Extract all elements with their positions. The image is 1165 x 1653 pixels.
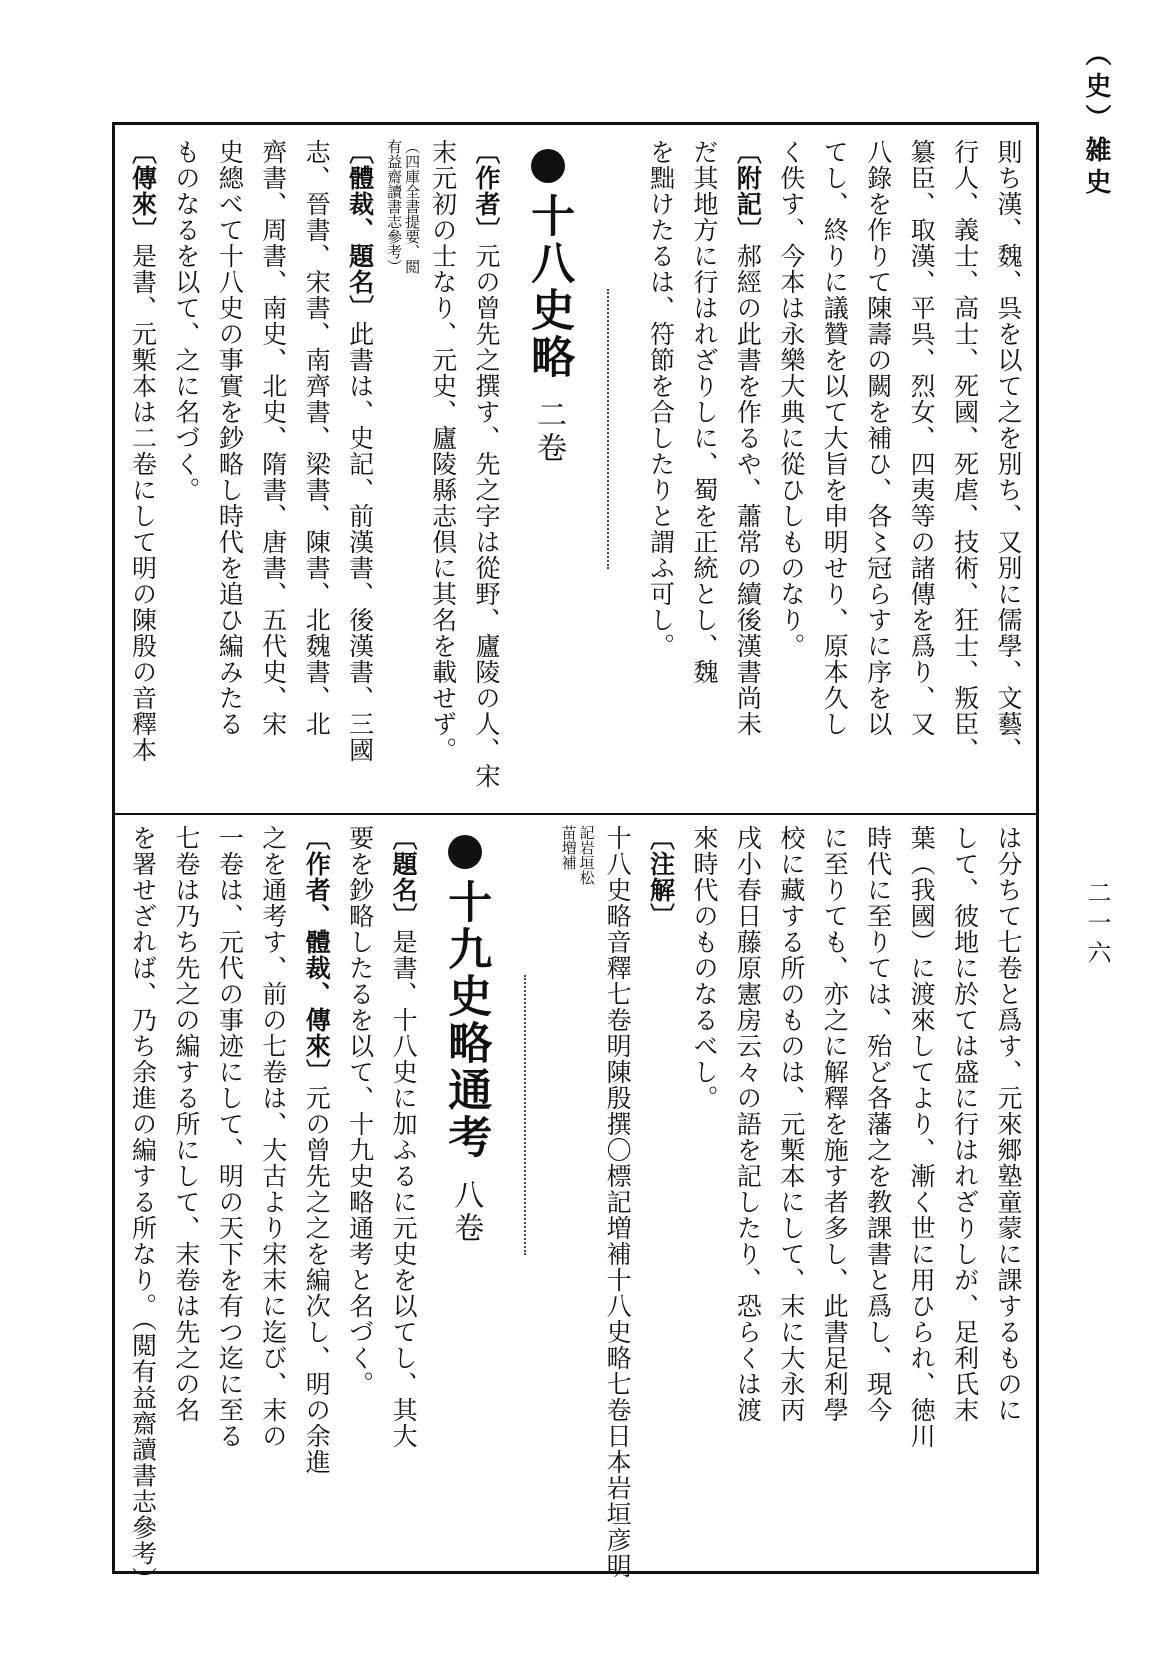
section-label: 〔體裁、題名〕 xyxy=(345,139,375,321)
text-column xyxy=(164,139,207,503)
text-column xyxy=(900,825,943,1449)
text-column xyxy=(856,139,899,737)
bullet-icon xyxy=(531,149,565,183)
text-line: 要を鈔略したるを以て、十九史略通考と名づく。 xyxy=(345,825,375,1397)
text-column xyxy=(987,139,1030,763)
bottom-half xyxy=(121,825,1030,1593)
text-line: 時代に至りては、殆ど各藩之を教課書と爲し、現今 xyxy=(863,825,893,1423)
text-line: 則ち漢、魏、呉を以て之を別ち、又別に儒學、文藝、 xyxy=(994,139,1023,763)
annotation xyxy=(556,825,595,885)
section-label: 〔傳來〕 xyxy=(128,139,158,243)
text-column xyxy=(726,139,769,737)
text-line: 志、晉書、宋書、南齊書、梁書、陳書、北魏書、北 xyxy=(302,139,332,737)
annotation xyxy=(382,139,421,274)
text-column xyxy=(338,825,381,1397)
annotation-line: 記岩垣松 xyxy=(577,825,596,885)
text-line: は分ちて七卷と爲す、元來郷塾童蒙に課するものに xyxy=(994,825,1023,1423)
section-label: 〔作者〕 xyxy=(472,139,502,243)
horizontal-rule xyxy=(115,813,1036,815)
text-column xyxy=(295,825,338,1475)
text-line: 此書は、史記、前漢書、後漢書、三國 xyxy=(345,321,375,763)
text-line: を署せざれば、乃ち余進の編する所なり。（閲有益齋讀書志參考） xyxy=(128,825,158,1593)
text-column xyxy=(251,139,294,737)
text-line: に至りても、亦之に解釋を施す者多し、此書足利學 xyxy=(820,825,850,1423)
text-column xyxy=(208,139,251,737)
text-line: 是書、十八史に加ふるに元史を以てし、其大 xyxy=(389,929,419,1449)
text-column xyxy=(251,825,294,1449)
text-column xyxy=(726,825,769,1423)
text-column xyxy=(121,139,164,763)
text-line: 葉（我國）に渡來してより、漸く世に用ひられ、徳川 xyxy=(907,825,937,1449)
entry-title xyxy=(516,139,581,465)
text-line: 校に藏する所のものは、元槧本にして、末に大永丙 xyxy=(776,825,806,1423)
text-line: して、彼地に於ては盛に行はれざりしが、足利氏末 xyxy=(950,825,980,1423)
text-column xyxy=(900,139,943,737)
entry-title xyxy=(433,825,498,1245)
text-line: を黜けたるは、符節を合したりと謂ふ可し。 xyxy=(646,139,676,659)
text-line: 齊書、周書、南史、北史、隋書、唐書、五代史、宋 xyxy=(258,139,288,737)
text-line: 是書、元槧本は二卷にして明の陳殷の音釋本 xyxy=(128,243,158,763)
text-line: く佚す、今本は永樂大典に從ひしものなり。 xyxy=(776,139,806,659)
section-label: 〔題名〕 xyxy=(389,825,419,929)
page-number: 二一六 xyxy=(1083,880,1111,970)
text-line: 史總べて十八史の事實を鈔略し時代を追ひ編みたる xyxy=(215,139,245,737)
section-label: 〔注解〕 xyxy=(646,825,676,929)
text-column xyxy=(465,139,508,789)
section-divider xyxy=(524,975,534,1255)
entry-volume-count: 二卷 xyxy=(531,399,567,466)
text-line: てし、終りに議贊を以て大旨を申明せり、原本久し xyxy=(820,139,850,737)
text-column xyxy=(856,825,899,1423)
text-column xyxy=(639,825,682,929)
section-label: 〔附記〕 xyxy=(733,139,763,243)
entry-title-text: 十八史略 xyxy=(523,193,575,381)
annotation-line: 苗増補 xyxy=(559,825,578,870)
text-column xyxy=(943,825,986,1423)
text-line: 郝經の此書を作るや、蕭常の續後漢書尚未 xyxy=(733,243,763,737)
text-column xyxy=(208,825,251,1449)
section-label: 〔作者、體裁、傳來〕 xyxy=(302,825,332,1085)
text-line: 一卷は、元代の事迹にして、明の天下を有つ迄に至る xyxy=(215,825,245,1449)
text-line: 元の曾先之之を編次し、明の余進 xyxy=(302,1085,332,1475)
text-line: 七卷は乃ち先之の編する所にして、末卷は先之の名 xyxy=(171,825,201,1423)
text-line: 之を通考す、前の七卷は、大古より宋末に迄び、末の xyxy=(258,825,288,1449)
annotation-line: （四庫全書提要、閲 xyxy=(403,139,422,274)
text-line: 元の曾先之撰す、先之字は從野、廬陵の人、宋 xyxy=(472,243,502,789)
text-column xyxy=(683,825,726,1111)
text-column xyxy=(382,825,425,1449)
text-column xyxy=(639,139,682,659)
text-line: 末元初の士なり、元史、廬陵縣志倶に其名を載せず。 xyxy=(428,139,458,763)
text-column xyxy=(769,825,812,1423)
text-column xyxy=(943,139,986,763)
text-line: 十八史略音釋七卷明陳殷撰〇標記増補十八史略七卷日本岩垣彦明 xyxy=(603,825,633,1579)
text-line: 戌小春日藤原憲房云々の語を記したり、恐らくは渡 xyxy=(733,825,763,1423)
text-line: 行人、義士、高士、死國、死虐、技術、狂士、叛臣、 xyxy=(950,139,980,763)
page-section-header: （史）雑史 xyxy=(1081,40,1111,200)
text-column xyxy=(813,825,856,1423)
text-column xyxy=(683,139,726,685)
text-column xyxy=(987,825,1030,1423)
section-divider xyxy=(607,289,617,569)
text-line: だ其地方に行はれざりしに、蜀を正統とし、魏 xyxy=(689,139,719,685)
text-column xyxy=(421,139,464,763)
top-half xyxy=(121,139,1030,801)
text-line: 八錄を作りて陳壽の闕を補ひ、各〻冠らすに序を以 xyxy=(863,139,893,737)
text-column xyxy=(338,139,381,763)
text-column xyxy=(596,825,639,1579)
text-column xyxy=(769,139,812,659)
text-column xyxy=(295,139,338,737)
bullet-icon xyxy=(448,835,482,869)
entry-title-text: 十九史略通考 xyxy=(440,879,492,1161)
entry-volume-count: 八卷 xyxy=(448,1179,484,1246)
text-line: 簒臣、取漢、平呉、烈女、四夷等の諸傳を爲り、又 xyxy=(907,139,937,737)
text-column xyxy=(164,825,207,1423)
text-column xyxy=(121,825,164,1593)
text-line: ものなるを以て、之に名づく。 xyxy=(171,139,201,503)
text-line: 來時代のものなるべし。 xyxy=(689,825,719,1111)
text-column xyxy=(813,139,856,737)
page-frame xyxy=(112,122,1039,1593)
annotation-line: 有益齋讀書志參考） xyxy=(385,139,404,274)
